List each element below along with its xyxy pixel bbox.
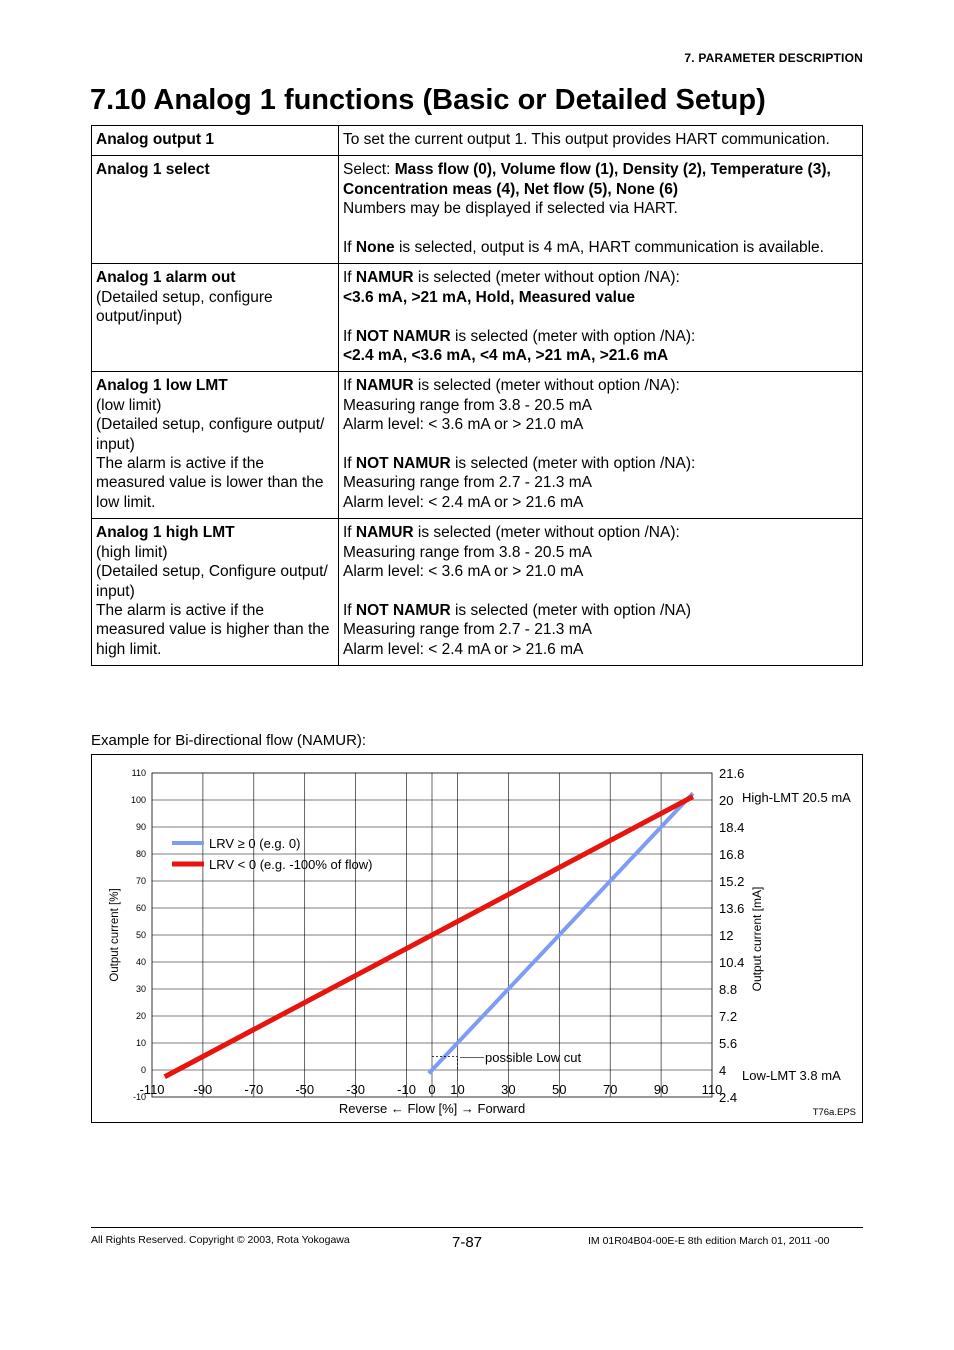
y2-tick-label: 7.2 (719, 1009, 738, 1024)
y-tick-label: 10 (135, 1038, 146, 1048)
bold-text: NAMUR (355, 377, 414, 395)
paragraph-gap (343, 219, 858, 238)
legend-label: LRV ≥ 0 (e.g. 0) (209, 836, 301, 851)
text: If (343, 239, 356, 257)
x-tick-label: 30 (501, 1082, 516, 1097)
y-tick-label: 110 (131, 768, 146, 778)
bold-text: NOT NAMUR (355, 455, 451, 473)
description-line (343, 288, 858, 307)
parameter-name: Analog 1 select (96, 161, 210, 179)
bold-text: None (355, 239, 395, 257)
paragraph-gap (343, 435, 858, 454)
y-tick-label: 0 (140, 1065, 146, 1075)
text: Measuring range from 3.8 - 20.5 mA (343, 396, 592, 414)
y2-tick-label: 20 (719, 793, 734, 808)
y2-axis-title: Output current [mA] (750, 886, 764, 992)
high-limit-label: High-LMT 20.5 mA (742, 790, 851, 805)
y2-tick-label: 16.8 (719, 847, 745, 862)
text: Alarm level: < 2.4 mA or > 21.6 mA (343, 640, 584, 658)
text: If (343, 455, 356, 473)
parameter-name: Analog 1 low LMT (96, 377, 228, 395)
table-row (92, 126, 863, 156)
description-line (343, 130, 858, 149)
description-line (343, 493, 858, 512)
y-tick-label: 20 (135, 1011, 146, 1021)
text: is selected (meter with option /NA): (450, 327, 696, 345)
parameter-name-cell (92, 264, 339, 372)
text: Alarm level: < 2.4 mA or > 21.6 mA (343, 493, 584, 511)
parameter-name: Analog 1 high LMT (96, 524, 235, 542)
parameter-note: (Detailed setup, configure output/ input) (96, 416, 325, 453)
y2-tick-label: 21.6 (719, 766, 745, 781)
parameter-description-cell (339, 372, 863, 519)
description-line (343, 346, 858, 365)
y-tick-label: 70 (135, 876, 146, 886)
table-row (92, 264, 863, 372)
parameter-name-cell (92, 372, 339, 519)
description-line (343, 415, 858, 434)
parameter-note: (high limit) (96, 543, 168, 561)
y-axis-title: Output current [%] (109, 888, 121, 982)
parameter-name-cell (92, 156, 339, 264)
y-tick-label: 30 (135, 984, 146, 994)
description-line (343, 160, 858, 199)
bold-text: NOT NAMUR (355, 601, 451, 619)
x-tick-label: -50 (295, 1082, 315, 1097)
y2-tick-label: 13.6 (719, 901, 745, 916)
x-tick-label: 90 (653, 1082, 669, 1097)
parameter-description-cell (339, 156, 863, 264)
parameter-name: Analog 1 alarm out (96, 269, 236, 287)
x-tick-label: 110 (701, 1082, 723, 1097)
footer-rule (91, 1227, 863, 1228)
description-line (343, 199, 858, 218)
description-line (343, 620, 858, 639)
y2-tick-label: 8.8 (719, 982, 738, 997)
text: If (343, 601, 356, 619)
description-line (343, 562, 858, 581)
x-tick-label: 0 (428, 1082, 436, 1097)
parameter-note: The alarm is active if the measured value is lower than the low limit. (96, 455, 324, 511)
flow-current-chart (92, 755, 862, 1122)
description-line (343, 523, 858, 542)
description-line (343, 543, 858, 562)
parameter-note: (Detailed setup, Configure output/ input) (96, 563, 328, 600)
low-cut-label: possible Low cut (485, 1050, 582, 1065)
page-title: 7.10 Analog 1 functions (Basic or Detailed Setup) (90, 84, 766, 116)
description-line (343, 473, 858, 492)
paragraph-gap (343, 582, 858, 601)
bold-text: <2.4 mA, <3.6 mA, <4 mA, >21 mA, >21.6 mA (343, 347, 669, 365)
bold-text: NAMUR (355, 269, 414, 287)
text: is selected, output is 4 mA, HART communication is available. (394, 239, 824, 257)
bold-text: <3.6 mA, >21 mA, Hold, Measured value (343, 288, 636, 306)
bold-text: NOT NAMUR (355, 327, 451, 345)
text: Alarm level: < 3.6 mA or > 21.0 mA (343, 563, 584, 581)
parameter-description-cell (339, 126, 863, 156)
x-axis-title: Reverse ← Flow [%] → Forward (338, 1101, 526, 1116)
description-line (343, 601, 858, 620)
description-line (343, 376, 858, 395)
parameter-note: (Detailed setup, configure output/input) (96, 288, 273, 326)
y2-tick-label: 4 (719, 1063, 727, 1078)
parameter-description-cell (339, 264, 863, 372)
text: To set the current output 1. This output provides HART communication. (343, 131, 830, 148)
series-line-lrv-zero (429, 793, 693, 1073)
y2-tick-label: 15.2 (719, 874, 745, 889)
text: is selected (meter without option /NA): (413, 524, 680, 542)
text: Measuring range from 3.8 - 20.5 mA (343, 543, 592, 561)
text: If (343, 524, 356, 542)
text: Measuring range from 2.7 - 21.3 mA (343, 621, 592, 639)
file-label: T76a.EPS (812, 1107, 856, 1118)
text: Select: (343, 161, 395, 179)
text: Numbers may be displayed if selected via HART. (343, 200, 678, 218)
table-row (92, 519, 863, 666)
bold-text: NAMUR (355, 524, 414, 542)
y2-tick-label: 12 (719, 928, 734, 943)
parameter-note: The alarm is active if the measured value is higher than the high limit. (96, 601, 330, 658)
x-tick-label: -70 (244, 1082, 264, 1097)
section-header: 7. PARAMETER DESCRIPTION (684, 51, 863, 65)
footer-copyright: All Rights Reserved. Copyright © 2003, Rota Yokogawa (91, 1234, 350, 1246)
text: is selected (meter with option /NA) (450, 601, 691, 619)
y-tick-label: 60 (135, 903, 146, 913)
table-row (92, 372, 863, 519)
y2-tick-label: 5.6 (719, 1036, 738, 1051)
x-tick-label: -90 (193, 1082, 213, 1097)
text: is selected (meter with option /NA): (450, 455, 696, 473)
y-tick-label: 80 (135, 849, 146, 859)
x-tick-label: -10 (397, 1082, 416, 1097)
x-tick-label: -30 (346, 1082, 366, 1097)
description-line (343, 327, 858, 346)
low-limit-label: Low-LMT 3.8 mA (742, 1068, 841, 1083)
footer-doc-info: IM 01R04B04-00E-E 8th edition March 01, 2011 -00 (588, 1235, 830, 1247)
description-line (343, 640, 858, 659)
chart-frame (91, 754, 863, 1123)
y2-tick-label: 10.4 (719, 955, 745, 970)
text: is selected (meter without option /NA): (413, 377, 680, 395)
text: If (343, 327, 356, 345)
y-tick-label: 40 (135, 957, 146, 967)
parameter-description-cell (339, 519, 863, 666)
text: Measuring range from 2.7 - 21.3 mA (343, 474, 592, 492)
parameter-name: Analog output 1 (96, 131, 214, 148)
y-tick-label: 50 (135, 930, 146, 940)
chart-caption: Example for Bi-directional flow (NAMUR): (91, 732, 367, 749)
paragraph-gap (343, 307, 858, 326)
x-tick-label: -110 (139, 1082, 165, 1097)
text: Alarm level: < 3.6 mA or > 21.0 mA (343, 416, 584, 434)
y-tick-label: 90 (135, 822, 146, 832)
parameter-note: (low limit) (96, 396, 162, 414)
x-tick-label: 50 (552, 1082, 567, 1097)
y-tick-label: 100 (130, 795, 146, 805)
description-line (343, 268, 858, 287)
text: is selected (meter without option /NA): (413, 269, 680, 287)
text: If (343, 377, 356, 395)
description-line (343, 238, 858, 257)
x-tick-label: 70 (602, 1082, 618, 1097)
y2-tick-label: 2.4 (719, 1090, 738, 1105)
description-line (343, 396, 858, 415)
footer-page-number: 7-87 (452, 1234, 483, 1251)
y-tick-label: -10 (132, 1092, 146, 1102)
description-line (343, 454, 858, 473)
y2-tick-label: 18.4 (719, 820, 745, 835)
table-row (92, 156, 863, 264)
bold-text: Mass flow (0), Volume flow (1), Density (2), Temperature (3), Concentration meas (4), Net flow (5), None (6) (343, 161, 831, 198)
text: If (343, 269, 356, 287)
x-tick-label: 10 (450, 1082, 465, 1097)
parameter-table (91, 125, 863, 666)
parameter-name-cell (92, 519, 339, 666)
legend-label: LRV < 0 (e.g. -100% of flow) (209, 857, 373, 872)
parameter-name-cell (92, 126, 339, 156)
